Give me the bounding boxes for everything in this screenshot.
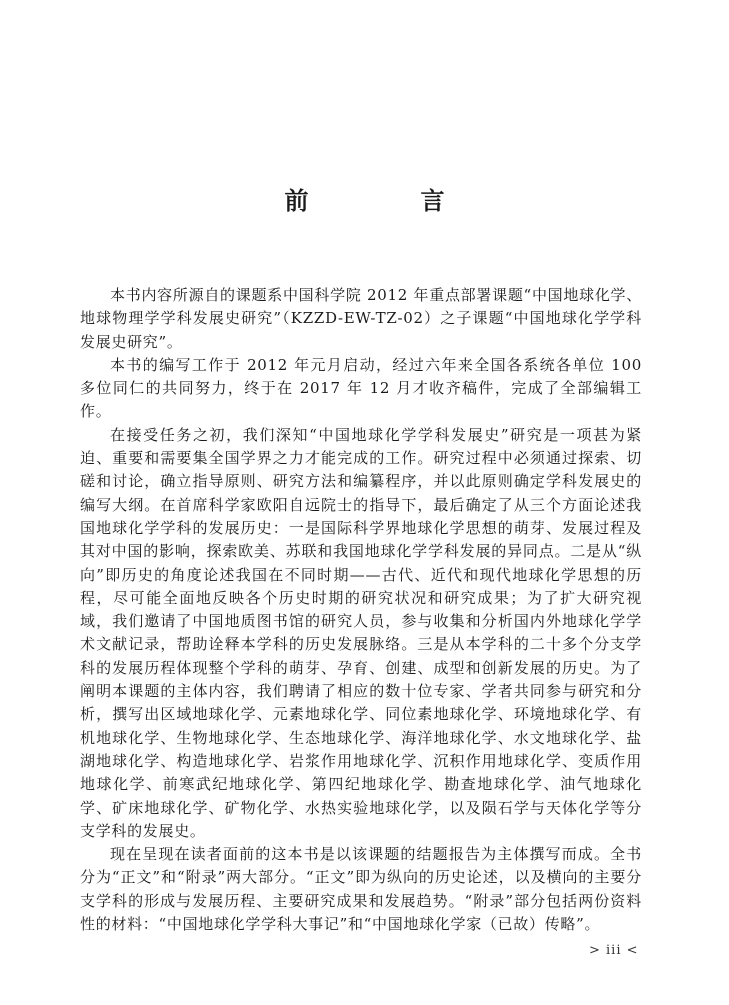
page-number: > iii < (589, 943, 639, 958)
paragraph-project-source: 本书内容所源自的课题系中国科学院 2012 年重点部署课题“中国地球化学、地球物理学学科发展史研究”（KZZD-EW-TZ-02）之子课题“中国地球化学学科发展史研究”。 (80, 286, 642, 351)
preface-body (80, 284, 642, 936)
paragraph-book-structure: 现在呈现在读者面前的这本书是以该课题的结题报告为主体撰写而成。全书分为“正文”和“附录”两大部分。“正文”即为纵向的历史论述，以及横向的主要分支学科的形成与发展历程、主要研究成果和发展趋势。“附录”部分包括两份资料性的材料：“中国地球化学学科大事记”和“中国地球化学家（已故）传略”。 (80, 845, 642, 934)
page-title: 前 言 (284, 187, 489, 215)
paragraph-timeline: 本书的编写工作于 2012 年元月启动，经过六年来全国各系统各单位 100 多位同仁的共同努力，终于在 2017 年 12 月才收齐稿件，完成了全部编辑工作。 (80, 355, 642, 421)
paragraph-methodology: 在接受任务之初，我们深知“中国地球化学学科发展史”研究是一项甚为紧迫、重要和需要集全国学界之力才能完成的工作。研究过程中必须通过探索、切磋和讨论，确立指导原则、研究方法和编纂程序，并以此原则确定学科发展史的编写大纲。在首席科学家欧阳自远院士的指导下，最后确定了从三个方面论述我国地球化学学科的发展历史：一是国际科学界地球化学思想的萌芽、发展过程及其对中国的影响，探索欧美、苏联和我国地球化学学科发展的异同点。二是从“纵向”即历史的角度论述我国在不同时期——古代、近代和现代地球化学思想的历程，尽可能全面地反映各个历史时期的研究状况和研究成果；为了扩大研究视域，我们邀请了中国地质图书馆的研究人员，参与收集和分析国内外地球化学学术文献记录，帮助诠释本学科的历史发展脉络。三是从本学科的二十多个分支学科的发展历程体现整个学科的萌芽、孕育、创建、成型和创新发展的历史。为了阐明本课题的主体内容，我们聘请了相应的数十位专家、学者共同参与研究和分析，撰写出区域地球化学、元素地球化学、同位素地球化学、环境地球化学、有机地球化学、生物地球化学、生态地球化学、海洋地球化学、水文地球化学、盐湖地球化学、构造地球化学、岩浆作用地球化学、沉积作用地球化学、变质作用地球化学、前寒武纪地球化学、第四纪地球化学、勘查地球化学、油气地球化学、矿床地球化学、矿物化学、水热实验地球化学，以及陨石学与天体化学等分支学科的发展史。 (80, 425, 642, 840)
